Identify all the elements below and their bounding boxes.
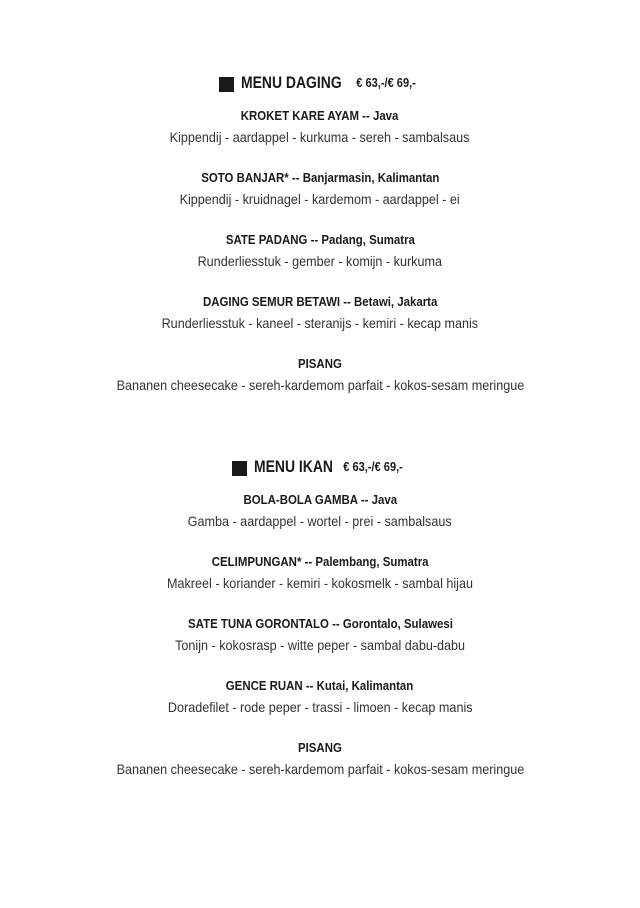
- section-title: MENU DAGING: [240, 73, 342, 92]
- menu-item: [0, 354, 640, 416]
- dish-title: DAGING SEMUR BETAWI -- Betawi, Jakarta: [202, 294, 438, 309]
- dish-title: KROKET KARE AYAM -- Java: [241, 108, 399, 123]
- dish-description: Runderliesstuk - gember - komijn - kurkuma: [197, 253, 443, 269]
- dish-title: CELIMPUNGAN* -- Palembang, Sumatra: [211, 554, 429, 569]
- section-header: [0, 454, 640, 480]
- menu-item: [0, 614, 640, 676]
- dish-description: Doradefilet - rode peper - trassi - limoen - kecap manis: [167, 699, 473, 715]
- menu-item: [0, 738, 640, 800]
- dish-description: Kippendij - kruidnagel - kardemom - aardappel - ei: [179, 191, 461, 207]
- dish-title: GENCE RUAN -- Kutai, Kalimantan: [226, 678, 414, 693]
- dish-title: SATE TUNA GORONTALO -- Gorontalo, Sulawesi: [187, 616, 453, 631]
- section-header: [0, 70, 640, 96]
- menu-item: [0, 292, 640, 354]
- menu-section-ikan: [0, 454, 640, 800]
- dish-description: Makreel - koriander - kemiri - kokosmelk - sambal hijau: [167, 575, 473, 591]
- dish-title: PISANG: [298, 356, 342, 371]
- menu-item: [0, 552, 640, 614]
- dish-description: Kippendij - aardappel - kurkuma - sereh - sambalsaus: [170, 129, 470, 145]
- menu-item: [0, 676, 640, 738]
- menu-item: [0, 230, 640, 292]
- dish-description: Tonijn - kokosrasp - witte peper - sambal dabu-dabu: [175, 637, 465, 653]
- dish-description: Runderliesstuk - kaneel - steranijs - kemiri - kecap manis: [161, 315, 479, 331]
- menu-item: [0, 490, 640, 552]
- square-bullet-icon: [232, 461, 247, 476]
- menu-item: [0, 106, 640, 168]
- menu-items: [0, 490, 640, 800]
- dish-title: BOLA-BOLA GAMBA -- Java: [243, 492, 397, 507]
- dish-title: SOTO BANJAR* -- Banjarmasin, Kalimantan: [200, 170, 440, 185]
- section-price: € 63,-/€ 69,-: [356, 75, 417, 90]
- section-price: € 63,-/€ 69,-: [343, 459, 403, 474]
- section-title: MENU IKAN: [253, 457, 333, 476]
- menu-items: [0, 106, 640, 416]
- dish-description: Bananen cheesecake - sereh-kardemom parfait - kokos-sesam meringue: [116, 761, 524, 777]
- menu-section-daging: [0, 70, 640, 416]
- square-bullet-icon: [219, 77, 234, 92]
- menu-item: [0, 168, 640, 230]
- dish-title: PISANG: [298, 740, 342, 755]
- dish-description: Gamba - aardappel - wortel - prei - sambalsaus: [187, 513, 453, 529]
- dish-description: Bananen cheesecake - sereh-kardemom parfait - kokos-sesam meringue: [116, 377, 524, 393]
- dish-title: SATE PADANG -- Padang, Sumatra: [225, 232, 415, 247]
